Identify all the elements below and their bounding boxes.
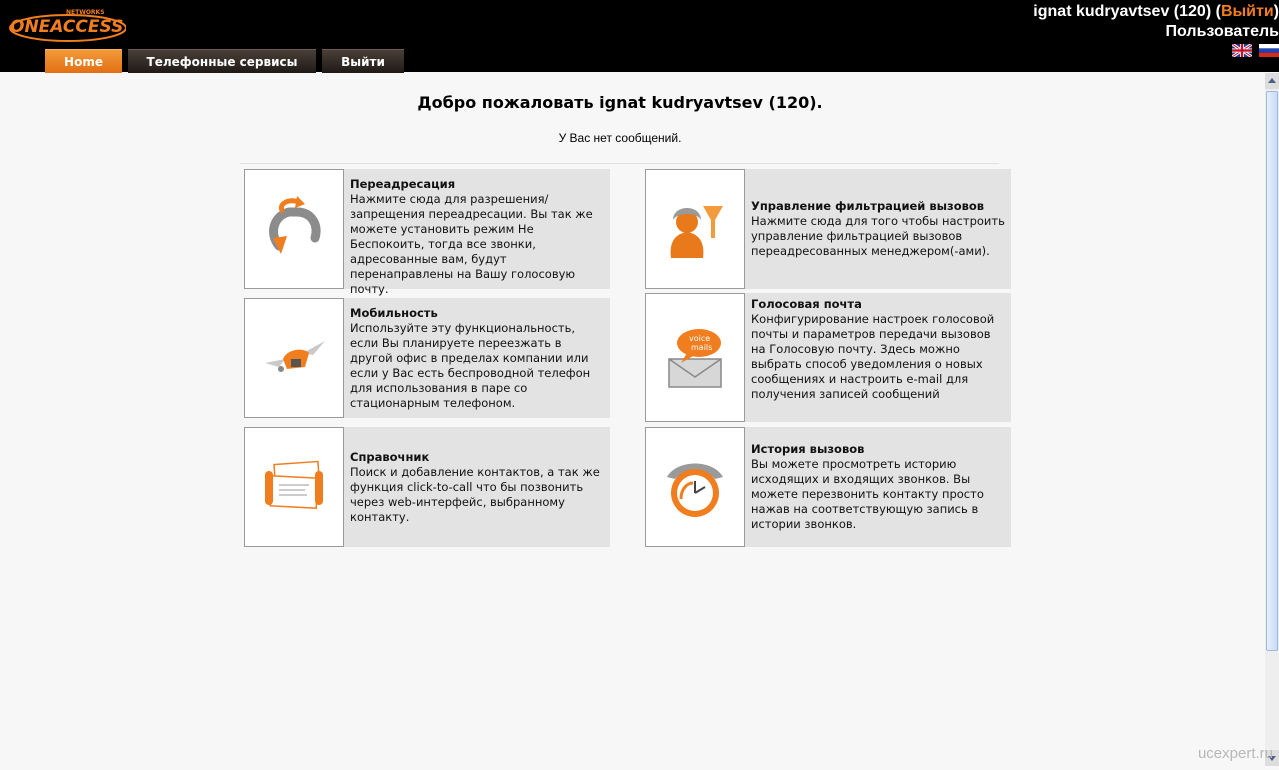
voicemail-icon-label: mails (691, 342, 713, 352)
uk-flag-icon[interactable] (1232, 44, 1252, 57)
card-title: Справочник (350, 449, 430, 464)
vertical-scrollbar[interactable] (1265, 73, 1279, 766)
card-title: Переадресация (350, 177, 456, 191)
scroll-up-icon (1265, 73, 1279, 89)
call-forward-icon (259, 194, 329, 264)
card-description: Используйте эту функциональность, если Вы планируете переезжать в другой офис в пределах компании или если у Вас есть беспроводной телефон для использования в паре со стационарным телефоном. (350, 321, 591, 410)
scroll-thumb[interactable] (1266, 91, 1278, 651)
card-description: Поиск и добавление контактов, а так же функция click-to-call что бы позвонить через web-интерфейс, выбранному контакту. (350, 464, 600, 524)
card-title: Управление фильтрацией вызовов (751, 199, 985, 213)
scroll-up-button[interactable] (1265, 73, 1279, 89)
card-description: Конфигурирование настроек голосовой почты и параметров передачи вызовов на Голосовую почту. Здесь можно выбрать способ уведомления о новых сообщениях и настроить e-mail для получения записей сообщений (751, 312, 995, 401)
card-call-history[interactable] (645, 427, 1011, 547)
card-title: История вызовов (751, 442, 865, 456)
voicemail-icon (663, 325, 727, 391)
messages-status: У Вас нет сообщений. (558, 131, 682, 145)
page-title: Добро пожаловать ignat kudryavtsev (120). (417, 93, 823, 112)
oneaccess-logo[interactable] (6, 4, 126, 42)
card-description: Нажмите сюда для того чтобы настроить управление фильтрацией вызовов переадресованных менеджером(-ами). (751, 214, 1005, 258)
user-role: Пользователь (1165, 23, 1279, 40)
call-filter-icon (665, 198, 725, 260)
tab-home[interactable]: Home (45, 49, 122, 74)
mobility-icon (259, 333, 329, 383)
card-voicemail[interactable] (645, 293, 1011, 422)
card-title: Мобильность (350, 306, 438, 320)
card-description: Нажмите сюда для разрешения/запрещения переадресации. Вы так же можете установить режим Не Беспокоить, тогда все звонки, адресованные вам, будут перенаправлены на Вашу голосовую почту. (350, 192, 593, 296)
watermark: ucexpert.ru (1197, 745, 1273, 762)
card-description: Вы можете просмотреть историю исходящих и входящих звонков. Вы можете перезвонить контакту просто нажав на соответствующую запись в истории звонков. (751, 457, 984, 531)
logo-text: ONEACCESS (10, 17, 124, 37)
voicemail-icon-label: voice (689, 333, 711, 343)
user-name: ignat kudryavtsev (120) (1033, 3, 1212, 20)
divider (240, 163, 999, 164)
tab-logout[interactable]: Выйти (322, 49, 404, 74)
card-call-forwarding[interactable] (244, 169, 610, 296)
main-content (0, 73, 1265, 766)
call-history-icon (663, 455, 727, 519)
logout-link[interactable]: Выйти (1220, 3, 1274, 20)
tab-phone-services[interactable]: Телефонные сервисы (128, 49, 316, 74)
card-call-filtering[interactable] (645, 169, 1011, 289)
card-directory[interactable] (244, 427, 610, 547)
logo-subtext: NETWORKS (66, 9, 105, 16)
top-bar (0, 0, 1279, 72)
directory-icon (261, 459, 327, 515)
user-info: ignat kudryavtsev (120) (Выйти) Пользователь (1033, 3, 1279, 40)
card-title: Голосовая почта (751, 297, 862, 311)
russia-flag-icon[interactable] (1259, 44, 1279, 57)
language-switcher (1230, 42, 1279, 61)
card-mobility[interactable] (244, 298, 610, 418)
